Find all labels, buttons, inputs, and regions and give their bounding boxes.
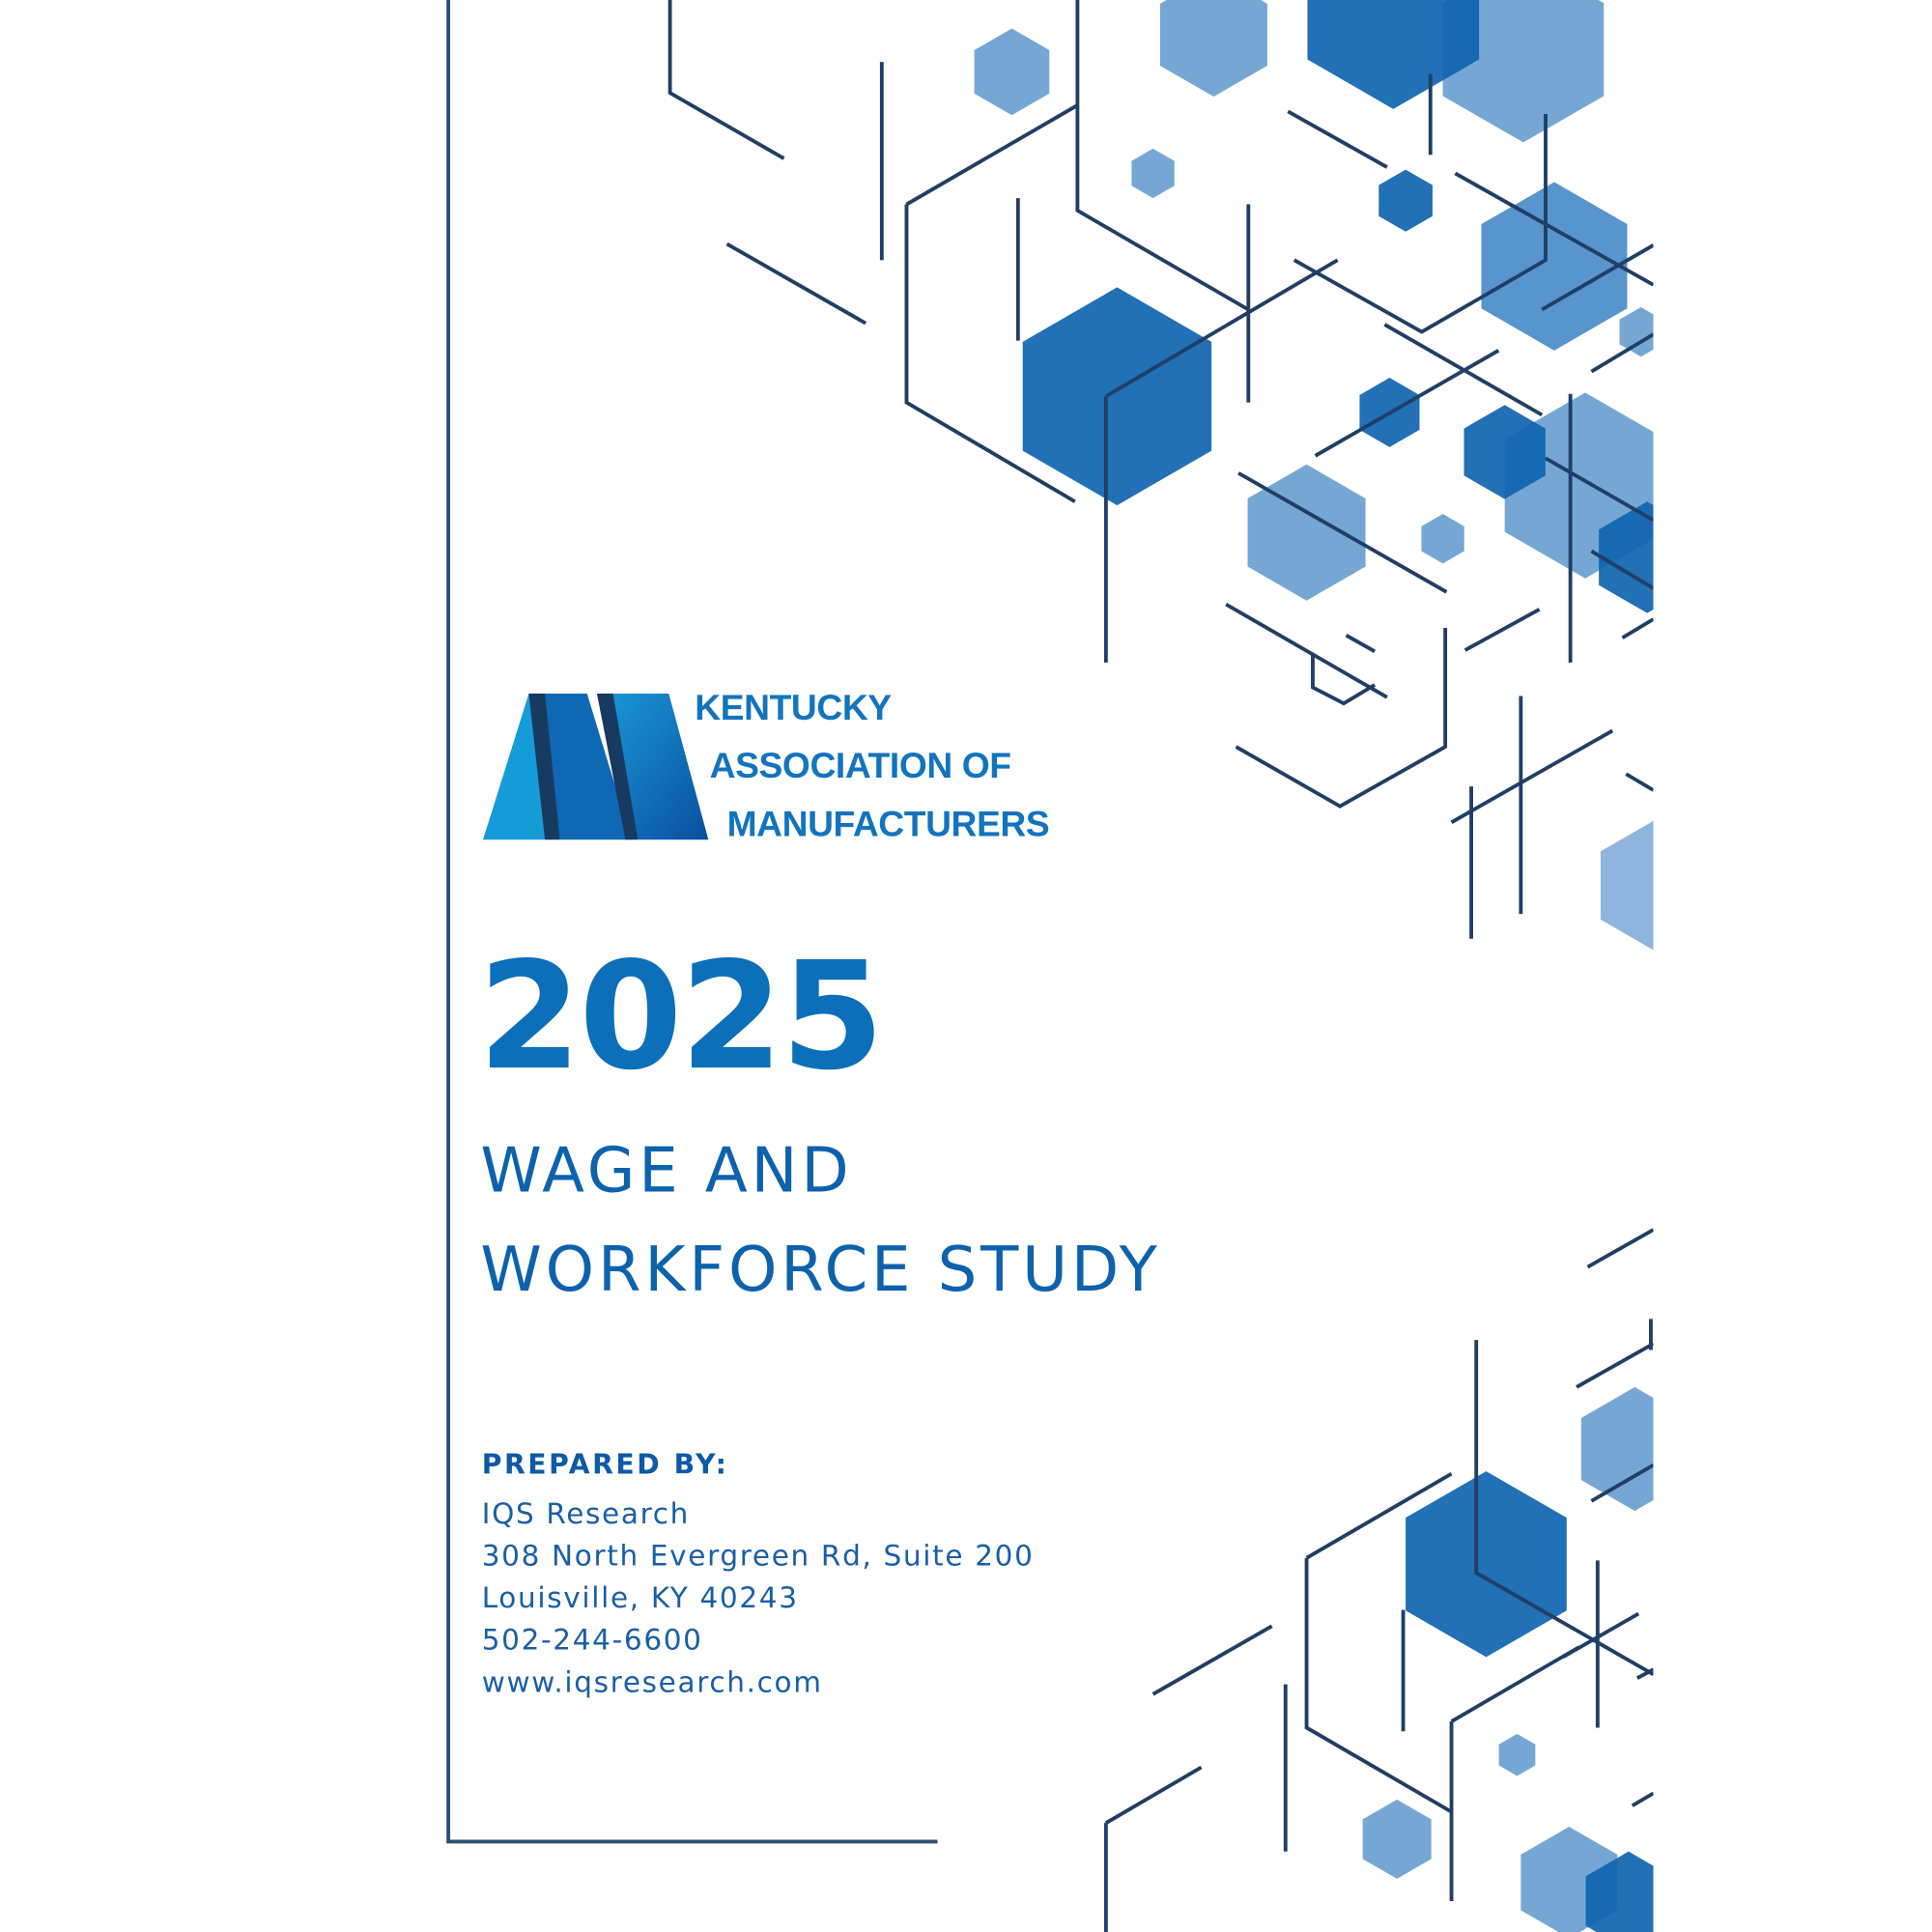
hexagon-shape <box>1023 287 1211 505</box>
hexagon-shape <box>1378 170 1433 232</box>
connector-line <box>906 105 1077 205</box>
connector-line <box>1577 1344 1653 1387</box>
connector-line <box>1622 619 1653 638</box>
org-name-line3: MANUFACTURERS <box>726 805 1050 845</box>
company-name: IQS Research <box>481 1498 690 1531</box>
hexagon-shape <box>1131 149 1174 198</box>
connector-line <box>1633 1793 1654 1805</box>
hexagon-shape <box>1601 817 1719 953</box>
connector-line <box>1106 1767 1202 1823</box>
connector-line <box>1452 730 1613 822</box>
report-year: 2025 <box>477 931 882 1104</box>
kam-logo-icon <box>483 694 708 839</box>
connector-line <box>1452 1647 1579 1721</box>
hexagon-shape <box>1406 1471 1567 1657</box>
hexagon-shape <box>1481 182 1627 350</box>
report-title-line1: WAGE AND <box>480 1134 853 1207</box>
connector-line <box>1153 1626 1272 1694</box>
hexagon-shape <box>1160 0 1267 97</box>
report-title-line2: WORKFORCE STUDY <box>480 1233 1161 1306</box>
connector-line <box>1347 636 1375 652</box>
prepared-by-label: PREPARED BY: <box>481 1450 729 1482</box>
connector-line <box>1288 111 1387 167</box>
org-name-line2: ASSOCIATION OF <box>709 747 1011 787</box>
hexagon-shape <box>1421 514 1463 563</box>
city-state-zip: Louisville, KY 40243 <box>481 1582 799 1615</box>
connector-line <box>1626 774 1653 790</box>
connector-line <box>1588 1230 1654 1266</box>
website-link[interactable]: www.iqsresearch.com <box>481 1666 823 1699</box>
hexagon-shape <box>1248 465 1366 601</box>
connector-line <box>727 244 867 324</box>
hexagon-shape <box>975 28 1050 115</box>
hexagon-shape <box>1581 1387 1689 1511</box>
connector-line <box>1563 1614 1638 1658</box>
street-address: 308 North Evergreen Rd, Suite 200 <box>481 1540 1035 1574</box>
connector-line <box>1465 610 1540 650</box>
org-name-line1: KENTUCKY <box>695 688 892 728</box>
hexagon-shape <box>1499 1734 1536 1776</box>
phone-number: 502-244-6600 <box>481 1625 703 1658</box>
connector-line <box>1236 628 1445 807</box>
connector-line <box>670 0 784 158</box>
connector-line <box>1226 605 1387 697</box>
hexagon-shape <box>1363 1800 1432 1879</box>
